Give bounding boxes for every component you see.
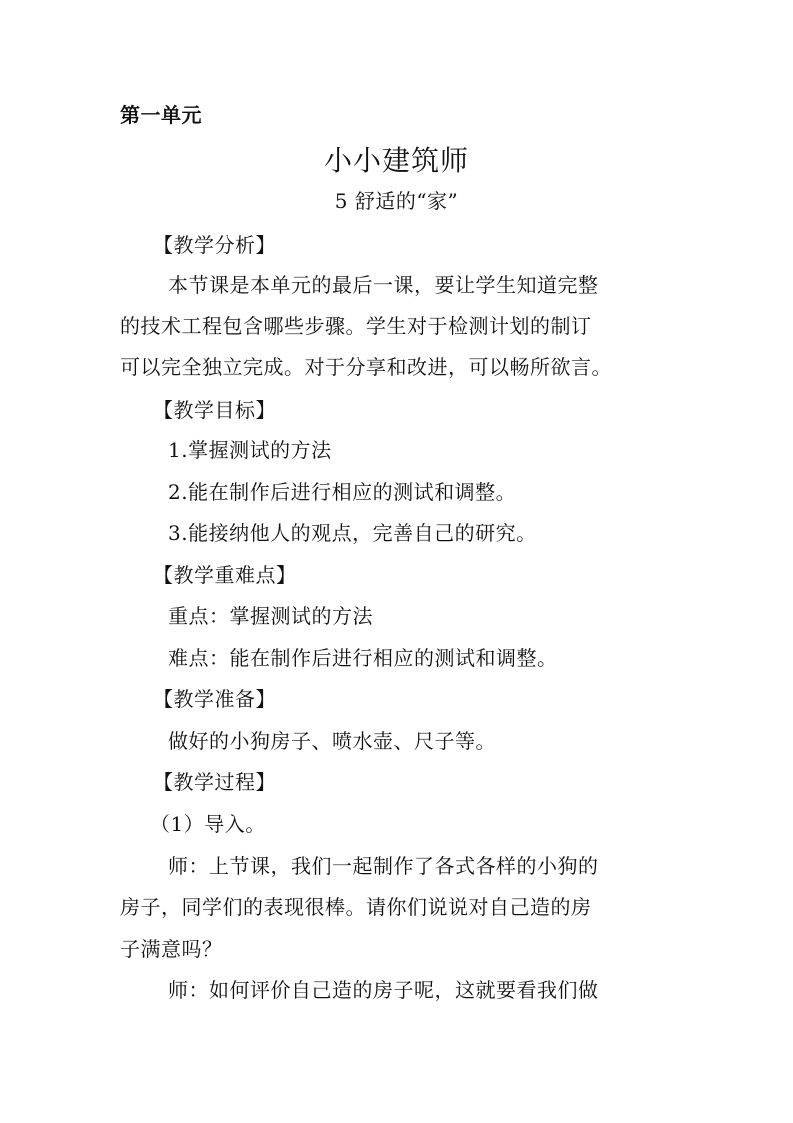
analysis-line-3: 可以完全独立完成。对于分享和改进，可以畅所欲言。 xyxy=(120,355,612,379)
objective-item-1: 1.掌握测试的方法 xyxy=(168,438,332,462)
objective-item-2: 2.能在制作后进行相应的测试和调整。 xyxy=(168,480,517,504)
analysis-line-2: 的技术工程包含哪些步骤。学生对于检测计划的制订 xyxy=(120,314,592,338)
lesson-subtitle: 5 舒适的“家” xyxy=(334,189,459,213)
process-line-3: 子满意吗？ xyxy=(120,937,223,961)
preparation-text: 做好的小狗房子、喷水壶、尺子等。 xyxy=(168,729,496,753)
page-title: 小小建筑师 xyxy=(323,144,469,177)
process-line-2: 房子，同学们的表现很棒。请你们说说对自己造的房 xyxy=(120,895,592,919)
section-heading-objectives: 【教学目标】 xyxy=(153,398,276,422)
difficult-point: 难点：能在制作后进行相应的测试和调整。 xyxy=(168,646,558,670)
objective-item-3: 3.能接纳他人的观点，完善自己的研究。 xyxy=(168,521,537,545)
section-heading-key-points: 【教学重难点】 xyxy=(153,563,297,587)
analysis-line-1: 本节课是本单元的最后一课，要让学生知道完整 xyxy=(168,273,599,297)
section-heading-preparation: 【教学准备】 xyxy=(153,687,276,711)
process-line-1: 师：上节课，我们一起制作了各式各样的小狗的 xyxy=(168,854,599,878)
section-heading-process: 【教学过程】 xyxy=(153,770,276,794)
process-line-4: 师：如何评价自己造的房子呢，这就要看我们做 xyxy=(168,978,599,1002)
key-point: 重点：掌握测试的方法 xyxy=(168,604,373,628)
section-heading-analysis: 【教学分析】 xyxy=(153,233,276,257)
process-step-1: （1）导入。 xyxy=(150,812,266,836)
unit-label: 第一单元 xyxy=(120,103,202,127)
